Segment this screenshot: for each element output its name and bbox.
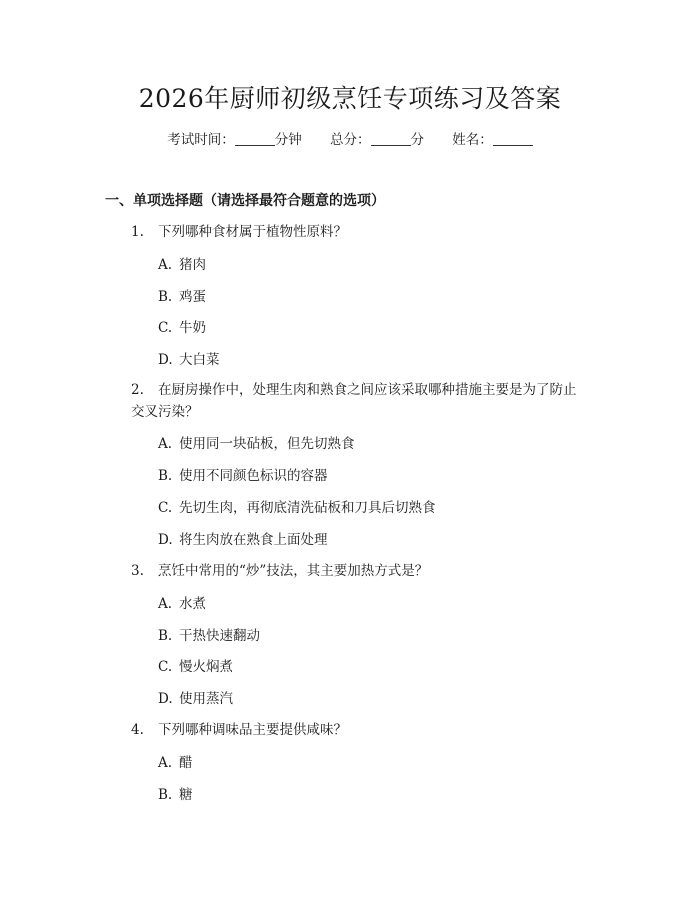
question-1 [131, 221, 586, 243]
option-text: 糖 [179, 787, 193, 803]
total-score-field [330, 130, 424, 150]
question-text: 在厨房操作中，处理生肉和熟食之间应该采取哪种措施主要是为了防止交叉污染？ [131, 382, 577, 420]
option-letter: D. [158, 352, 173, 368]
question-text: 下列哪种食材属于植物性原料？ [158, 224, 347, 240]
option-text: 鸡蛋 [179, 289, 206, 305]
option-3a [158, 594, 206, 614]
option-text: 水煮 [179, 596, 206, 612]
total-score-unit: 分 [410, 132, 424, 148]
option-text: 干热快速翻动 [179, 628, 260, 644]
option-letter: B. [158, 628, 173, 644]
total-score-blank [371, 131, 411, 146]
option-1b [158, 287, 206, 307]
name-label: 姓名： [452, 132, 493, 148]
question-4 [131, 719, 586, 741]
option-4b [158, 785, 193, 805]
option-text: 牛奶 [179, 320, 206, 336]
option-1a [158, 255, 206, 275]
option-text: 使用同一块砧板，但先切熟食 [179, 436, 355, 452]
option-text: 猪肉 [179, 257, 206, 273]
option-text: 大白菜 [179, 352, 220, 368]
option-text: 使用蒸汽 [179, 691, 233, 707]
option-letter: B. [158, 289, 173, 305]
exam-time-unit: 分钟 [274, 132, 302, 148]
option-text: 先切生肉，再彻底清洗砧板和刀具后切熟食 [179, 500, 436, 516]
question-number: 4. [131, 722, 144, 738]
option-2d [158, 530, 328, 550]
option-letter: C. [158, 500, 173, 516]
option-letter: C. [158, 659, 173, 675]
option-text: 将生肉放在熟食上面处理 [179, 532, 328, 548]
section-heading: 一、单项选择题（请选择最符合题意的选项） [105, 193, 385, 209]
question-number: 1. [131, 224, 144, 240]
exam-time-label: 考试时间： [167, 132, 235, 148]
option-2c [158, 498, 436, 518]
question-text: 烹饪中常用的“炒”技法，其主要加热方式是？ [158, 563, 429, 579]
option-text: 醋 [179, 755, 193, 771]
name-blank [493, 131, 533, 146]
question-number: 2. [131, 382, 144, 398]
question-3 [131, 560, 586, 582]
option-3d [158, 689, 233, 709]
option-letter: A. [158, 436, 173, 452]
question-2 [131, 379, 586, 423]
option-2b [158, 466, 328, 486]
option-letter: D. [158, 691, 173, 707]
option-letter: B. [158, 787, 173, 803]
question-text: 下列哪种调味品主要提供咸味？ [158, 722, 347, 738]
question-number: 3. [131, 563, 144, 579]
option-2a [158, 434, 355, 454]
option-letter: B. [158, 468, 173, 484]
option-letter: A. [158, 755, 173, 771]
exam-info-line [0, 130, 700, 150]
option-letter: C. [158, 320, 173, 336]
option-letter: A. [158, 596, 173, 612]
option-4a [158, 753, 193, 773]
option-1d [158, 350, 220, 370]
option-1c [158, 318, 206, 338]
option-text: 使用不同颜色标识的容器 [179, 468, 328, 484]
exam-time-blank [235, 131, 275, 146]
exam-time-field [167, 130, 302, 150]
name-field [452, 130, 533, 150]
option-3c [158, 657, 233, 677]
total-score-label: 总分： [330, 132, 371, 148]
option-letter: A. [158, 257, 173, 273]
option-letter: D. [158, 532, 173, 548]
page-title: 2026年厨师初级烹饪专项练习及答案 [138, 84, 562, 113]
option-text: 慢火焖煮 [179, 659, 233, 675]
option-3b [158, 626, 260, 646]
